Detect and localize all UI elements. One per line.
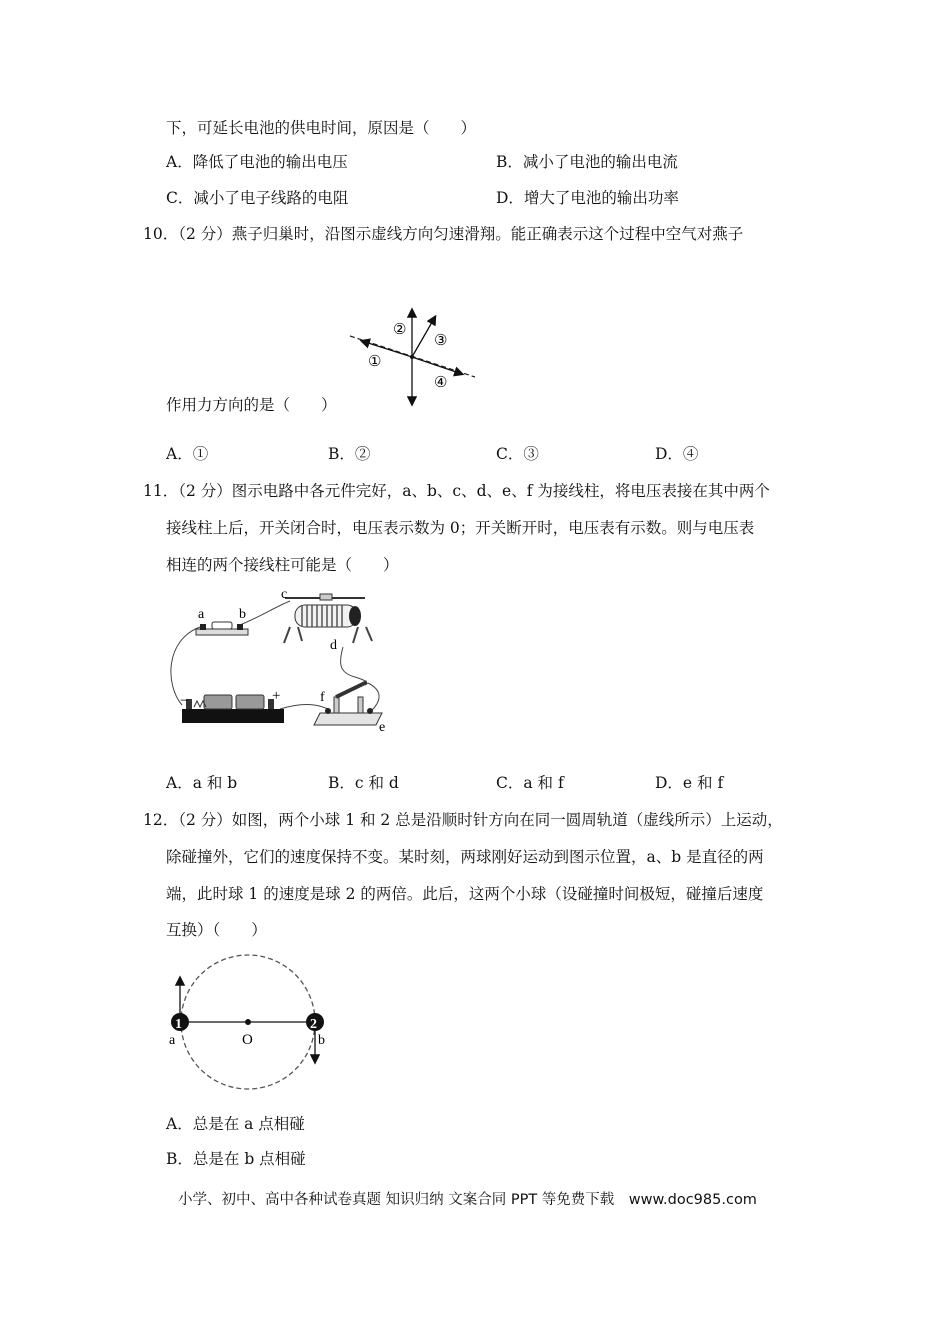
q9-option-c: C．减小了电子线路的电阻 [166,189,349,207]
q12-stem-line4: 互换）（ ） [166,921,267,939]
q10-option-a: A．① [166,445,209,463]
q10-option-d: D．④ [655,445,699,463]
q11-option-b: B．c 和 d [328,774,399,792]
q9-stem: 下，可延长电池的供电时间，原因是（ ） [166,119,477,137]
battery-pack [182,695,284,723]
battery-plus: + [272,688,281,704]
q12-stem-line2: 除碰撞外，它们的速度保持不变。某时刻，两球刚好运动到图示位置，a、b 是直径的两 [166,848,764,866]
q12-option-a: A．总是在 a 点相碰 [166,1115,305,1133]
q11-option-a: A．a 和 b [166,774,238,792]
rheostat-cd [284,594,372,643]
ball-1-label: 1 [175,1017,182,1032]
q11-option-c: C．a 和 f [496,774,564,792]
force-arrow-4 [412,357,462,374]
q11-circuit-diagram [160,585,400,740]
q10-option-c: C．③ [496,445,539,463]
point-b-label: b [318,1033,325,1048]
q12-option-b: B．总是在 b 点相碰 [166,1150,306,1168]
terminal-a: a [198,607,205,622]
q12-stem-line3: 端，此时球 1 的速度是球 2 的两倍。此后，这两个小球（设碰撞时间极短，碰撞后速度 [166,885,764,903]
terminal-e: e [379,720,386,735]
ball-2-label: 2 [310,1017,317,1032]
q11-stem-line1: 11．（2 分）图示电路中各元件完好，a、b、c、d、e、f 为接线柱，将电压表接在其中两个 [143,482,770,500]
q12-circle-diagram [160,950,340,1100]
q12-stem-line1: 12．（2 分）如图，两个小球 1 和 2 总是沿顺时针方向在同一圆周轨道（虚线所示）上运动， [143,811,783,829]
terminal-d: d [330,638,337,653]
force-arrow-3 [412,317,435,357]
q9-option-d: D．增大了电池的输出功率 [496,189,679,207]
terminal-c: c [281,587,288,602]
terminal-f: f [320,690,325,705]
q10-force-diagram [340,280,490,410]
q9-option-a: A．降低了电池的输出电压 [166,153,348,171]
label-3: ③ [434,333,448,349]
terminal-b: b [239,607,246,622]
q9-option-b: B．减小了电池的输出电流 [496,153,678,171]
q10-stem-line2: 作用力方向的是（ ） [166,396,337,414]
q10-stem-line1: 10．（2 分）燕子归巢时，沿图示虚线方向匀速滑翔。能正确表示这个过程中空气对燕子 [143,225,744,243]
label-2: ② [393,322,407,338]
point-a-label: a [169,1033,176,1048]
q11-stem-line3: 相连的两个接线柱可能是（ ） [166,556,399,574]
switch-ab [196,622,248,635]
q10-option-b: B．② [328,445,371,463]
q11-stem-line2: 接线柱上后，开关闭合时，电压表示数为 0；开关断开时，电压表有示数。则与电压表 [166,519,755,537]
page-footer: 小学、初中、高中各种试卷真题 知识归纳 文案合同 PPT 等免费下载 www.doc985.com [178,1192,757,1208]
q11-option-d: D．e 和 f [655,774,724,792]
label-4: ④ [434,375,448,391]
label-1: ① [368,354,382,370]
center-o-label: O [242,1032,253,1048]
battery-minus: − [180,693,189,709]
